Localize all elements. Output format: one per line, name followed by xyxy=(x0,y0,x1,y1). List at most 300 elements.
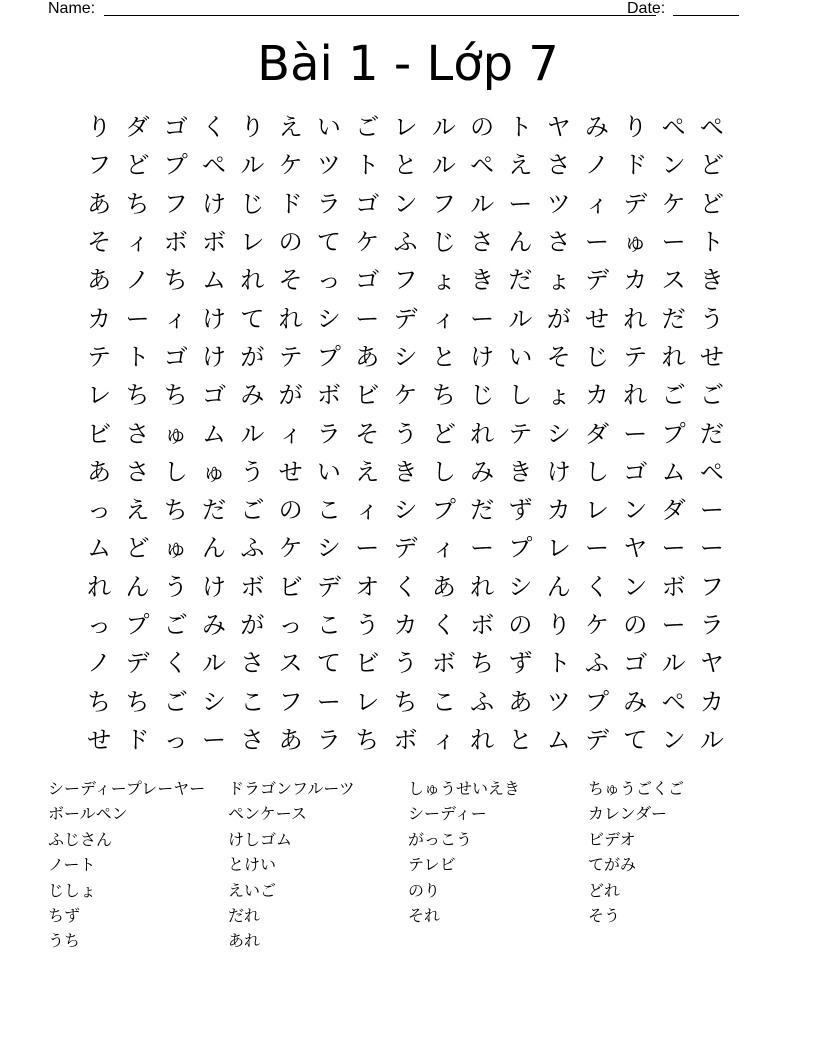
grid-cell[interactable]: ペ xyxy=(699,457,724,486)
grid-cell[interactable]: ト xyxy=(546,649,571,678)
grid-cell[interactable]: き xyxy=(699,266,724,295)
grid-cell[interactable]: く xyxy=(431,611,456,639)
grid-cell[interactable]: あ xyxy=(87,189,112,218)
grid-cell[interactable]: カ xyxy=(623,266,648,295)
grid-cell[interactable]: ー xyxy=(202,725,227,754)
grid-cell[interactable]: テ xyxy=(508,419,533,448)
grid-cell[interactable]: ケ xyxy=(355,228,380,257)
grid-cell[interactable]: ゴ xyxy=(355,266,380,295)
grid-row xyxy=(80,261,736,299)
grid-cell[interactable]: こ xyxy=(316,496,341,525)
grid-cell[interactable]: ル xyxy=(470,189,495,218)
grid-cell[interactable]: ケ xyxy=(278,151,303,180)
grid-cell[interactable]: テ xyxy=(87,342,112,371)
grid-cell[interactable]: っ xyxy=(87,611,112,639)
grid-cell[interactable]: の xyxy=(508,611,533,639)
grid-cell[interactable]: さ xyxy=(125,457,150,486)
grid-cell[interactable]: プ xyxy=(163,151,188,180)
grid-cell[interactable]: レ xyxy=(585,496,609,525)
grid-cell[interactable]: れ xyxy=(470,725,495,754)
grid-cell[interactable]: い xyxy=(316,457,341,486)
grid-cell[interactable]: ル xyxy=(240,419,265,448)
grid-cell[interactable]: だ xyxy=(508,266,533,295)
grid-cell[interactable]: ん xyxy=(202,534,227,563)
grid-cell[interactable]: う xyxy=(393,419,418,448)
grid-cell[interactable]: ボ xyxy=(661,572,686,601)
grid-cell[interactable]: デ xyxy=(585,725,609,754)
grid-cell[interactable]: ノ xyxy=(87,649,112,678)
date-label: Date: xyxy=(627,0,666,17)
grid-cell[interactable]: ム xyxy=(87,534,112,563)
grid-cell[interactable]: シ xyxy=(316,534,341,563)
grid-cell[interactable]: ド xyxy=(278,189,303,218)
grid-cell[interactable]: だ xyxy=(661,304,686,333)
grid-cell[interactable]: ご xyxy=(163,687,188,716)
grid-cell[interactable]: ペ xyxy=(661,687,686,716)
grid-cell[interactable]: く xyxy=(585,572,609,601)
grid-cell[interactable]: レ xyxy=(393,113,418,142)
grid-cell[interactable]: あ xyxy=(278,725,303,754)
grid-cell[interactable]: ち xyxy=(87,687,112,716)
grid-cell[interactable]: く xyxy=(393,572,418,601)
grid-cell[interactable]: ツ xyxy=(546,687,571,716)
grid-cell[interactable]: ケ xyxy=(585,611,609,639)
grid-cell[interactable]: フ xyxy=(393,266,418,295)
grid-cell[interactable]: ル xyxy=(240,151,265,180)
grid-cell[interactable]: ノ xyxy=(585,151,609,180)
grid-cell[interactable]: シ xyxy=(202,687,227,716)
grid-cell[interactable]: あ xyxy=(431,572,456,601)
grid-cell[interactable]: け xyxy=(202,342,227,371)
grid-cell[interactable]: さ xyxy=(546,151,571,180)
grid-cell[interactable]: オ xyxy=(355,572,380,601)
grid-cell[interactable]: レ xyxy=(546,534,571,563)
grid-cell[interactable]: あ xyxy=(87,266,112,295)
grid-cell[interactable]: ヤ xyxy=(546,113,571,142)
grid-cell[interactable]: え xyxy=(278,113,303,142)
grid-cell[interactable]: ー xyxy=(699,496,724,525)
grid-cell[interactable]: ィ xyxy=(278,419,303,448)
grid-cell[interactable]: み xyxy=(470,457,495,486)
grid-cell[interactable]: プ xyxy=(316,342,341,371)
grid-cell[interactable]: ム xyxy=(202,266,227,295)
grid-cell[interactable]: し xyxy=(163,457,188,486)
grid-cell[interactable]: プ xyxy=(661,419,686,448)
grid-cell[interactable]: シ xyxy=(393,496,418,525)
grid-cell[interactable]: し xyxy=(508,381,533,410)
grid-cell[interactable]: ケ xyxy=(661,189,686,218)
grid-cell[interactable]: じ xyxy=(470,381,495,410)
grid-cell[interactable]: し xyxy=(431,457,456,486)
grid-cell[interactable]: ボ xyxy=(202,228,227,257)
grid-cell[interactable]: ボ xyxy=(470,611,495,639)
grid-cell[interactable]: フ xyxy=(163,189,188,218)
grid-cell[interactable]: ち xyxy=(355,725,380,754)
grid-cell[interactable]: れ xyxy=(240,266,265,295)
grid-cell[interactable]: ダ xyxy=(585,419,609,448)
grid-cell[interactable]: シ xyxy=(508,572,533,601)
grid-cell[interactable]: あ xyxy=(87,457,112,486)
grid-cell[interactable]: ゴ xyxy=(623,649,648,678)
word-list-column xyxy=(408,776,588,928)
grid-cell[interactable]: こ xyxy=(316,611,341,639)
grid-cell[interactable]: ゴ xyxy=(355,189,380,218)
grid-cell[interactable]: ル xyxy=(431,113,456,142)
grid-cell[interactable]: ん xyxy=(125,572,150,601)
grid-cell[interactable]: プ xyxy=(508,534,533,563)
grid-cell[interactable]: ご xyxy=(699,381,724,410)
grid-cell[interactable]: れ xyxy=(623,304,648,333)
grid-cell[interactable]: い xyxy=(508,342,533,371)
grid-cell[interactable]: ツ xyxy=(316,151,341,180)
grid-cell[interactable]: ボ xyxy=(163,228,188,257)
grid-cell[interactable]: ル xyxy=(431,151,456,180)
grid-cell[interactable]: ど xyxy=(125,534,150,563)
grid-cell[interactable]: ー xyxy=(699,534,724,563)
grid-cell[interactable]: く xyxy=(163,649,188,678)
grid-cell[interactable]: ン xyxy=(661,151,686,180)
grid-cell[interactable]: ヤ xyxy=(623,534,648,563)
grid-cell[interactable]: フ xyxy=(431,189,456,218)
grid-cell[interactable]: ム xyxy=(661,457,686,486)
grid-cell[interactable]: カ xyxy=(699,687,724,716)
grid-cell[interactable]: え xyxy=(355,457,380,486)
grid-cell[interactable]: う xyxy=(699,304,724,333)
grid-cell[interactable]: ど xyxy=(431,419,456,448)
grid-cell[interactable]: デ xyxy=(393,534,418,563)
grid-cell[interactable]: ち xyxy=(470,649,495,678)
grid-cell[interactable]: だ xyxy=(699,419,724,448)
grid-cell[interactable]: レ xyxy=(240,228,265,257)
grid-cell[interactable]: み xyxy=(623,687,648,716)
grid-cell[interactable]: ー xyxy=(470,534,495,563)
grid-cell[interactable]: シ xyxy=(546,419,571,448)
grid-cell[interactable]: ケ xyxy=(393,381,418,410)
grid-cell[interactable]: ビ xyxy=(87,419,112,448)
grid-cell[interactable]: ス xyxy=(661,266,686,295)
grid-cell[interactable]: れ xyxy=(470,572,495,601)
grid-cell[interactable]: き xyxy=(393,457,418,486)
grid-cell[interactable]: ち xyxy=(163,496,188,525)
grid-cell[interactable]: さ xyxy=(470,228,495,257)
grid-cell[interactable]: け xyxy=(546,457,571,486)
word-list-item: ちず xyxy=(48,906,81,926)
grid-cell[interactable]: ペ xyxy=(202,151,227,180)
grid-cell[interactable]: れ xyxy=(470,419,495,448)
grid-cell[interactable]: テ xyxy=(278,342,303,371)
grid-cell[interactable]: あ xyxy=(508,687,533,716)
grid-cell[interactable]: せ xyxy=(278,457,303,486)
grid-cell[interactable]: だ xyxy=(202,496,227,525)
grid-cell[interactable]: カ xyxy=(585,381,609,410)
grid-cell[interactable]: ツ xyxy=(546,189,571,218)
grid-cell[interactable]: ー xyxy=(661,611,686,639)
grid-cell[interactable]: テ xyxy=(623,342,648,371)
grid-cell[interactable]: ー xyxy=(661,228,686,257)
grid-cell[interactable]: え xyxy=(125,496,150,525)
grid-cell[interactable]: ィ xyxy=(431,304,456,333)
grid-cell[interactable]: け xyxy=(470,342,495,371)
grid-cell[interactable]: う xyxy=(163,572,188,601)
grid-cell[interactable]: れ xyxy=(661,342,686,371)
grid-cell[interactable]: り xyxy=(623,113,648,142)
grid-cell[interactable]: と xyxy=(431,342,456,371)
grid-cell[interactable]: ふ xyxy=(240,534,265,563)
grid-cell[interactable]: ル xyxy=(699,725,724,754)
grid-cell[interactable]: ボ xyxy=(431,649,456,678)
grid-cell[interactable]: ち xyxy=(125,381,150,410)
word-list-item: ドラゴンフルーツ xyxy=(228,779,355,798)
grid-cell[interactable]: け xyxy=(202,304,227,333)
grid-cell[interactable]: こ xyxy=(431,687,456,716)
grid-cell[interactable]: き xyxy=(470,266,495,295)
grid-cell[interactable]: さ xyxy=(546,228,571,257)
grid-cell[interactable]: れ xyxy=(87,572,112,601)
grid-cell[interactable]: プ xyxy=(125,611,150,639)
grid-cell[interactable]: ど xyxy=(125,151,150,180)
grid-cell[interactable]: ダ xyxy=(125,113,150,142)
grid-cell[interactable]: さ xyxy=(240,649,265,678)
grid-cell[interactable]: う xyxy=(240,457,265,486)
grid-cell[interactable]: ラ xyxy=(316,725,341,754)
grid-cell[interactable]: ス xyxy=(278,649,303,678)
grid-cell[interactable]: ょ xyxy=(431,266,456,295)
grid-cell[interactable]: く xyxy=(202,113,227,142)
grid-cell[interactable]: ー xyxy=(508,189,533,218)
grid-cell[interactable]: レ xyxy=(87,381,112,410)
grid-cell[interactable]: う xyxy=(393,649,418,678)
grid-cell[interactable]: ー xyxy=(661,534,686,563)
grid-cell[interactable]: ー xyxy=(470,304,495,333)
grid-cell[interactable]: プ xyxy=(431,496,456,525)
grid-cell[interactable]: ボ xyxy=(240,572,265,601)
grid-cell[interactable]: ー xyxy=(623,419,648,448)
grid-cell[interactable]: ル xyxy=(508,304,533,333)
grid-cell[interactable]: フ xyxy=(278,687,303,716)
grid-cell[interactable]: て xyxy=(316,649,341,678)
grid-cell[interactable]: ち xyxy=(125,189,150,218)
grid-cell[interactable]: ボ xyxy=(316,381,341,410)
grid-cell[interactable]: ー xyxy=(585,534,609,563)
grid-cell[interactable]: ゴ xyxy=(163,342,188,371)
grid-cell[interactable]: と xyxy=(393,151,418,180)
grid-cell[interactable]: ム xyxy=(546,725,571,754)
grid-cell[interactable]: ょ xyxy=(546,266,571,295)
grid-cell[interactable]: ト xyxy=(508,113,533,142)
grid-cell[interactable]: せ xyxy=(87,725,112,754)
grid-cell[interactable]: け xyxy=(202,572,227,601)
grid-cell[interactable]: ち xyxy=(431,381,456,410)
word-list-item: がっこう xyxy=(408,829,473,849)
grid-cell[interactable]: あ xyxy=(355,342,380,371)
grid-cell[interactable]: き xyxy=(508,457,533,486)
grid-cell[interactable]: そ xyxy=(87,228,112,257)
grid-cell[interactable]: カ xyxy=(393,611,418,639)
grid-cell[interactable]: ご xyxy=(163,611,188,639)
grid-row xyxy=(80,491,736,529)
grid-cell[interactable]: ペ xyxy=(470,151,495,180)
grid-cell[interactable]: ィ xyxy=(585,189,609,218)
grid-cell[interactable]: ゅ xyxy=(623,228,648,257)
grid-cell[interactable]: そ xyxy=(278,266,303,295)
grid-cell[interactable]: う xyxy=(355,611,380,639)
grid-cell[interactable]: ン xyxy=(623,572,648,601)
grid-cell[interactable]: ン xyxy=(393,189,418,218)
grid-cell[interactable]: ゴ xyxy=(202,381,227,410)
grid-cell[interactable]: せ xyxy=(699,342,724,371)
grid-cell[interactable]: ビ xyxy=(278,572,303,601)
grid-cell[interactable]: れ xyxy=(623,381,648,410)
grid-cell[interactable]: え xyxy=(508,151,533,180)
grid-cell[interactable]: ビ xyxy=(355,381,380,410)
grid-cell[interactable]: ず xyxy=(508,649,533,678)
grid-cell[interactable]: っ xyxy=(278,611,303,639)
grid-cell[interactable]: デ xyxy=(585,266,609,295)
grid-cell[interactable]: ト xyxy=(125,342,150,371)
grid-cell[interactable]: り xyxy=(546,611,571,639)
grid-cell[interactable]: ー xyxy=(355,534,380,563)
grid-cell[interactable]: カ xyxy=(546,496,571,525)
grid-cell[interactable]: ょ xyxy=(546,381,571,410)
grid-cell[interactable]: ゴ xyxy=(623,457,648,486)
grid-cell[interactable]: ィ xyxy=(125,228,150,257)
grid-cell[interactable]: さ xyxy=(125,419,150,448)
grid-cell[interactable]: ち xyxy=(125,687,150,716)
grid-cell[interactable]: ど xyxy=(699,189,724,218)
grid-cell[interactable]: っ xyxy=(163,725,188,754)
grid-cell[interactable]: て xyxy=(623,725,648,754)
grid-cell[interactable]: が xyxy=(278,381,303,410)
grid-cell[interactable]: ィ xyxy=(355,496,380,525)
grid-cell[interactable]: ィ xyxy=(431,534,456,563)
grid-cell[interactable]: レ xyxy=(355,687,380,716)
grid-cell[interactable]: ゅ xyxy=(202,457,227,486)
word-list-column xyxy=(48,776,228,954)
grid-cell[interactable]: け xyxy=(202,189,227,218)
grid-cell[interactable]: ふ xyxy=(470,687,495,716)
grid-cell[interactable]: ラ xyxy=(699,611,724,639)
grid-cell[interactable]: の xyxy=(623,611,648,639)
grid-cell[interactable]: フ xyxy=(87,151,112,180)
grid-cell[interactable]: ド xyxy=(623,151,648,180)
grid-cell[interactable]: て xyxy=(240,304,265,333)
grid-cell[interactable]: じ xyxy=(585,342,609,371)
grid-cell[interactable]: ラ xyxy=(316,189,341,218)
grid-cell[interactable]: ん xyxy=(508,228,533,257)
grid-cell[interactable]: ビ xyxy=(355,649,380,678)
grid-cell[interactable]: て xyxy=(316,228,341,257)
grid-cell[interactable]: っ xyxy=(316,266,341,295)
grid-cell[interactable]: ペ xyxy=(661,113,686,142)
grid-cell[interactable]: り xyxy=(240,113,265,142)
name-field[interactable] xyxy=(104,15,656,16)
grid-cell[interactable]: ゴ xyxy=(163,113,188,142)
grid-cell[interactable]: ル xyxy=(661,649,686,678)
grid-cell[interactable]: み xyxy=(240,381,265,410)
grid-cell[interactable]: ィ xyxy=(163,304,188,333)
grid-cell[interactable]: だ xyxy=(470,496,495,525)
grid-cell[interactable]: そ xyxy=(355,419,380,448)
grid-cell[interactable]: ダ xyxy=(661,496,686,525)
grid-cell[interactable]: み xyxy=(585,113,609,142)
grid-cell[interactable]: シ xyxy=(393,342,418,371)
grid-cell[interactable]: ル xyxy=(202,649,227,678)
grid-cell[interactable]: フ xyxy=(699,572,724,601)
grid-cell[interactable]: こ xyxy=(240,687,265,716)
grid-cell[interactable]: ー xyxy=(316,687,341,716)
grid-cell[interactable]: が xyxy=(546,304,571,333)
grid-cell[interactable]: の xyxy=(278,496,303,525)
grid-cell[interactable]: が xyxy=(240,342,265,371)
grid-cell[interactable]: ボ xyxy=(393,725,418,754)
grid-cell[interactable]: れ xyxy=(278,304,303,333)
grid-cell[interactable]: ー xyxy=(355,304,380,333)
grid-cell[interactable]: カ xyxy=(87,304,112,333)
grid-cell[interactable]: ト xyxy=(699,228,724,257)
grid-cell[interactable]: ち xyxy=(393,687,418,716)
grid-cell[interactable]: ー xyxy=(585,228,609,257)
date-field[interactable] xyxy=(673,15,739,16)
grid-cell[interactable]: ケ xyxy=(278,534,303,563)
grid-cell[interactable]: じ xyxy=(431,228,456,257)
grid-cell[interactable]: デ xyxy=(623,189,648,218)
grid-cell[interactable]: ん xyxy=(546,572,571,601)
grid-cell[interactable]: ム xyxy=(202,419,227,448)
grid-cell[interactable]: ご xyxy=(240,496,265,525)
grid-row xyxy=(80,223,736,261)
grid-cell[interactable]: み xyxy=(202,611,227,639)
grid-cell[interactable]: ご xyxy=(661,381,686,410)
grid-cell[interactable]: ヤ xyxy=(699,649,724,678)
grid-cell[interactable]: ラ xyxy=(316,419,341,448)
grid-cell[interactable]: ペ xyxy=(699,113,724,142)
grid-cell[interactable]: せ xyxy=(585,304,609,333)
grid-cell[interactable]: が xyxy=(240,611,265,639)
grid-cell[interactable]: と xyxy=(508,725,533,754)
grid-cell[interactable]: じ xyxy=(240,189,265,218)
grid-cell[interactable]: ど xyxy=(699,151,724,180)
grid-cell[interactable]: デ xyxy=(393,304,418,333)
grid-cell[interactable]: そ xyxy=(546,342,571,371)
grid-cell[interactable]: ト xyxy=(355,151,380,180)
grid-cell[interactable]: デ xyxy=(316,572,341,601)
grid-cell[interactable]: し xyxy=(585,457,609,486)
grid-cell[interactable]: ィ xyxy=(431,725,456,754)
grid-cell[interactable]: ふ xyxy=(393,228,418,257)
grid-cell[interactable]: ー xyxy=(125,304,150,333)
grid-cell[interactable]: ち xyxy=(163,266,188,295)
grid-cell[interactable]: ふ xyxy=(585,649,609,678)
grid-cell[interactable]: ご xyxy=(355,113,380,142)
grid-cell[interactable]: ち xyxy=(163,381,188,410)
grid-cell[interactable]: り xyxy=(87,113,112,142)
grid-cell[interactable]: ノ xyxy=(125,266,150,295)
grid-cell[interactable]: ド xyxy=(125,725,150,754)
grid-cell[interactable]: の xyxy=(278,228,303,257)
grid-cell[interactable]: ン xyxy=(623,496,648,525)
grid-cell[interactable]: ゅ xyxy=(163,419,188,448)
grid-cell[interactable]: ず xyxy=(508,496,533,525)
grid-cell[interactable]: っ xyxy=(87,496,112,525)
grid-cell[interactable]: い xyxy=(316,113,341,142)
grid-cell[interactable]: ン xyxy=(661,725,686,754)
grid-cell[interactable]: ゅ xyxy=(163,534,188,563)
grid-cell[interactable]: さ xyxy=(240,725,265,754)
grid-cell[interactable]: プ xyxy=(585,687,609,716)
grid-cell[interactable]: デ xyxy=(125,649,150,678)
grid-cell[interactable]: の xyxy=(470,113,495,142)
grid-cell[interactable]: シ xyxy=(316,304,341,333)
